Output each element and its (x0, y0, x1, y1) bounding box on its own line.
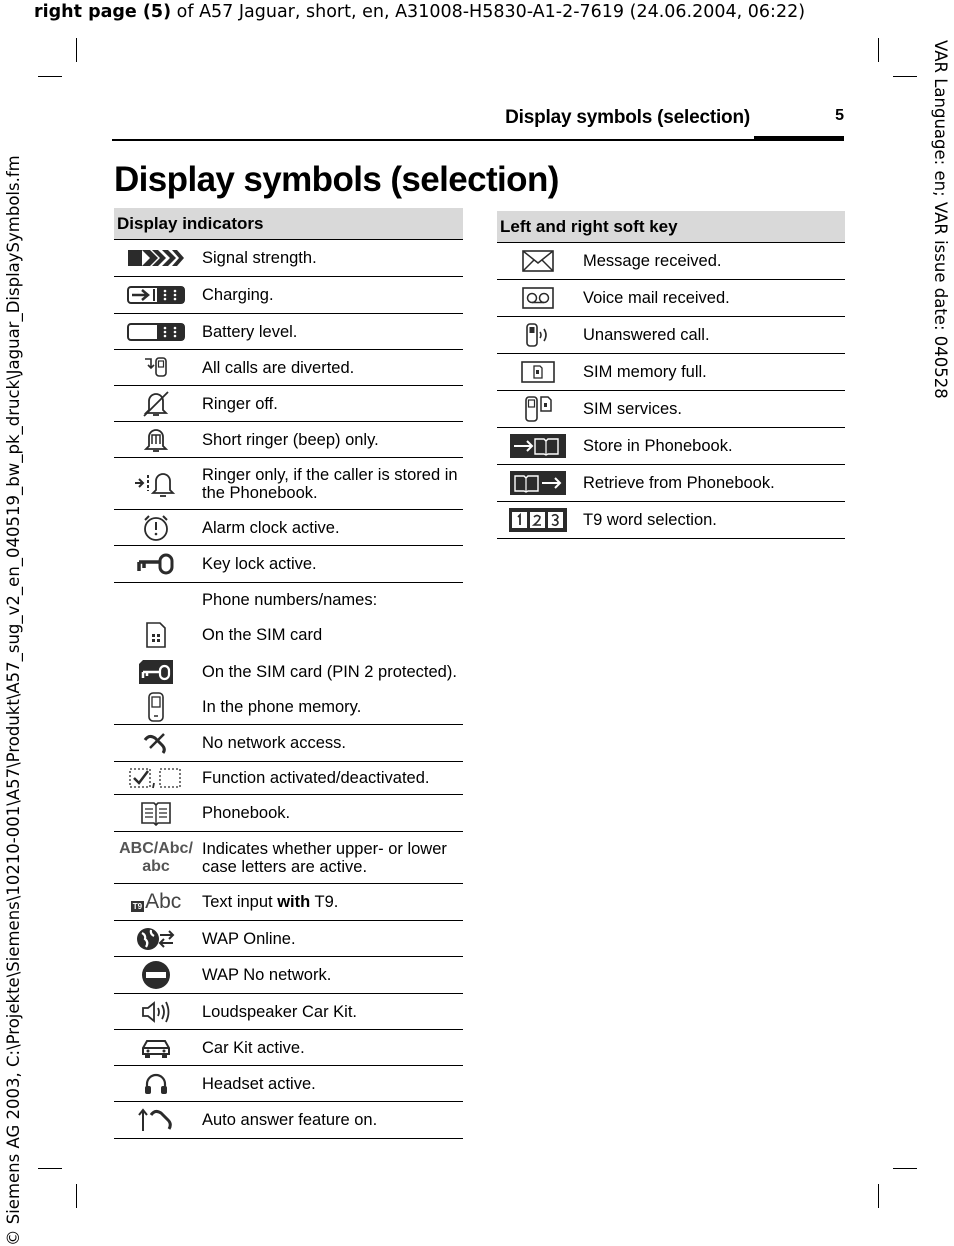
sim-pin2-icon (137, 658, 175, 686)
charging-icon (127, 285, 185, 305)
table-row (114, 690, 463, 725)
print-header-bold: right page (5) (34, 2, 172, 22)
phone-memory-icon (147, 692, 165, 722)
ringer-phonebook-icon (134, 469, 178, 499)
table-row (114, 832, 463, 884)
row-text-post: T9. (310, 893, 339, 911)
row-text: WAP Online. (198, 921, 463, 957)
alarm-clock-icon (141, 513, 171, 543)
table-row (114, 654, 463, 690)
row-text: Alarm clock active. (198, 510, 463, 546)
crop-mark (878, 38, 879, 62)
table-row (114, 350, 463, 386)
wap-no-network-icon (141, 960, 171, 990)
voicemail-icon (522, 287, 554, 309)
table-row (114, 994, 463, 1030)
car-icon (140, 1036, 172, 1060)
table-row (497, 354, 845, 391)
signal-strength-icon (127, 248, 185, 268)
t9-badge: T9 (132, 901, 143, 911)
page-number: 5 (835, 107, 844, 124)
header-rule-accent (754, 136, 844, 141)
row-text: SIM services. (579, 391, 845, 428)
table-row (114, 458, 463, 510)
row-text-bold: with (277, 893, 311, 911)
crop-mark (38, 1168, 62, 1169)
no-network-icon (142, 731, 170, 755)
row-text: No network access. (198, 725, 463, 762)
case-indicator-line-1: ABC/Abc/ (119, 839, 193, 857)
table-row (114, 1030, 463, 1066)
table-row (497, 317, 845, 354)
row-text: Voice mail received. (579, 280, 845, 317)
print-header (34, 2, 805, 22)
table-row (497, 502, 845, 539)
row-text: Unanswered call. (579, 317, 845, 354)
row-text: On the SIM card (202, 626, 323, 644)
short-ringer-icon (141, 426, 171, 454)
t9-input-icon (131, 891, 182, 912)
row-text: In the phone memory. (198, 690, 463, 725)
ringer-off-icon (141, 390, 171, 418)
phonebook-icon (140, 800, 172, 826)
table-row (114, 1066, 463, 1102)
row-text: Ringer only, if the caller is stored in the Phonebook. (198, 458, 463, 510)
table-row (114, 1102, 463, 1139)
table-row (114, 884, 463, 921)
table-row (114, 725, 463, 762)
table-row (114, 795, 463, 832)
crop-mark (893, 1168, 917, 1169)
row-text: Battery level. (198, 314, 463, 350)
table-header-row (497, 211, 845, 243)
table-row (114, 386, 463, 422)
table-row (114, 422, 463, 458)
row-text-pre: Text input (202, 893, 278, 911)
display-indicators-table (114, 208, 463, 1139)
row-text: Key lock active. (198, 546, 463, 583)
t9-abc-label: Abc (145, 889, 182, 913)
unanswered-call-icon (524, 322, 552, 348)
row-text: T9 word selection. (579, 502, 845, 539)
row-text: SIM memory full. (579, 354, 845, 391)
table-row (114, 510, 463, 546)
table-row (114, 921, 463, 957)
row-text: Phone numbers/names: (202, 590, 378, 609)
table-row (497, 465, 845, 502)
checkbox-icon (128, 767, 184, 789)
table-row (114, 583, 463, 617)
running-head: Display symbols (selection) (505, 107, 750, 128)
table-row (114, 617, 463, 654)
table-header: Display indicators (114, 208, 463, 240)
row-text: Retrieve from Phonebook. (579, 465, 845, 502)
calls-diverted-icon (143, 356, 169, 380)
row-text: Function activated/deactivated. (198, 762, 463, 795)
key-lock-icon (137, 552, 175, 576)
print-header-rest: of A57 Jaguar, short, en, A31008-H5830-A1-2-7619 (24.06.2004, 06:22) (171, 2, 806, 22)
table-row (114, 240, 463, 277)
row-text: Phonebook. (198, 795, 463, 832)
row-text: Short ringer (beep) only. (198, 422, 463, 458)
page-title: Display symbols (selection) (114, 160, 559, 199)
table-header: Left and right soft key (497, 211, 845, 243)
envelope-icon (522, 250, 554, 272)
file-path-sidebar: © Siemens AG 2003, C:\Projekte\Siemens\10210-001\A57\Produkt\A57_sug_v2_en_040519_bw_pk_druck\Jaguar_DisplaySymbols.fm (4, 155, 23, 1246)
retrieve-phonebook-icon (510, 471, 566, 495)
table-row (497, 428, 845, 465)
row-text: Charging. (198, 277, 463, 314)
header-rule (112, 139, 844, 141)
case-indicator-line-2: abc (142, 857, 170, 875)
auto-answer-icon (137, 1107, 175, 1133)
table-row (114, 277, 463, 314)
table-row (114, 546, 463, 583)
table-row (114, 762, 463, 795)
sim-card-icon (145, 621, 167, 649)
crop-mark (893, 76, 917, 77)
row-text: Indicates whether upper- or lower case letters are active. (198, 832, 463, 884)
wap-online-icon (136, 926, 176, 952)
row-text: On the SIM card (PIN 2 protected). (202, 662, 457, 681)
row-text: Signal strength. (198, 240, 463, 277)
table-row (497, 280, 845, 317)
table-row (497, 391, 845, 428)
case-indicator (114, 832, 198, 884)
variant-info-sidebar: VAR Language: en; VAR issue date: 040528 (931, 40, 950, 399)
crop-mark (76, 1184, 77, 1208)
headset-icon (143, 1072, 169, 1096)
crop-mark (76, 38, 77, 62)
row-text: WAP No network. (198, 957, 463, 994)
t9-word-icon (509, 508, 567, 532)
soft-key-table (497, 211, 845, 539)
crop-mark (878, 1184, 879, 1208)
row-text: Message received. (579, 243, 845, 280)
table-row (114, 957, 463, 994)
row-text: Ringer off. (198, 386, 463, 422)
sim-services-icon (523, 395, 553, 423)
row-text: Store in Phonebook. (579, 428, 845, 465)
battery-level-icon (127, 322, 185, 342)
row-text: Headset active. (198, 1066, 463, 1102)
row-text (198, 884, 463, 921)
table-header-row (114, 208, 463, 240)
table-row (114, 314, 463, 350)
row-text: Auto answer feature on. (198, 1102, 463, 1139)
store-phonebook-icon (510, 434, 566, 458)
table-row (497, 243, 845, 280)
row-text: Loudspeaker Car Kit. (198, 994, 463, 1030)
crop-mark (38, 76, 62, 77)
row-text: Car Kit active. (198, 1030, 463, 1066)
sim-memory-full-icon (521, 361, 555, 383)
row-text: All calls are diverted. (198, 350, 463, 386)
loudspeaker-icon (140, 999, 172, 1025)
